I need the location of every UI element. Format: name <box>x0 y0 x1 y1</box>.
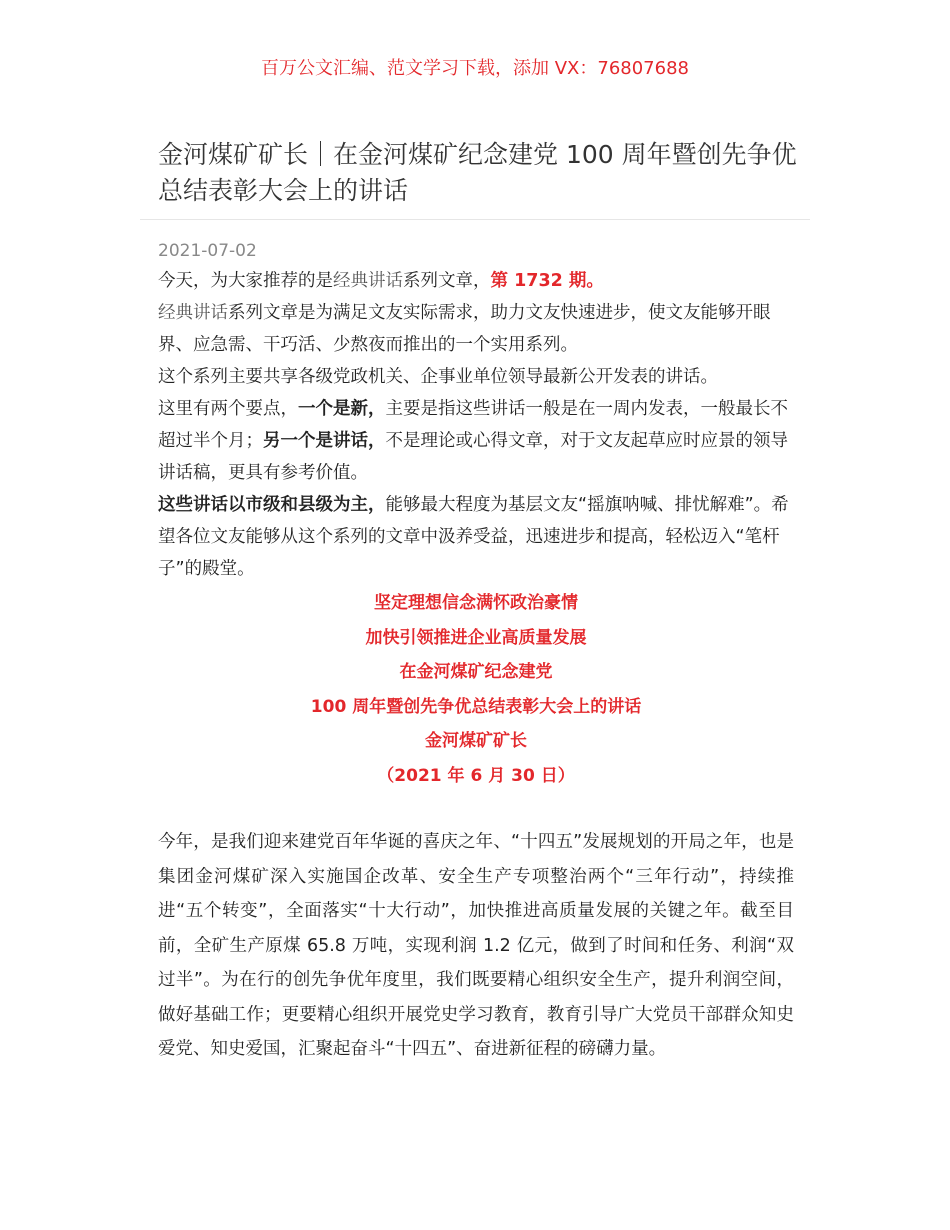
title-divider <box>140 219 810 220</box>
series-name: 经典讲话 <box>333 271 403 291</box>
issue-number: 第 1732 期。 <box>490 271 604 291</box>
intro-paragraph-2 <box>158 297 794 361</box>
speech-heading-line-2: 加快引领推进企业高质量发展 <box>365 627 587 648</box>
promo-banner <box>0 56 950 82</box>
intro-paragraph-1 <box>158 265 794 297</box>
intro-4-mid: 主要是指这些讲话一般是在一周内发表，一般最长不超过半个月； <box>158 399 788 451</box>
intro-5-rest: 能够最大程度为基层文友“摇旗呐喊、排忧解难”。希望各位文友能够从这个系列的文章中汲养受益，迅速进步和提高，轻松迈入“笔杆子”的殿堂。 <box>158 495 789 579</box>
intro-1-pre: 今天，为大家推荐的是 <box>158 271 333 291</box>
intro-4-pre: 这里有两个要点， <box>158 399 298 419</box>
intro-2-rest: 系列文章是为满足文友实际需求，助力文友快速进步，使文友能够开眼界、应急需、干巧活、少熬夜而推出的一个实用系列。 <box>158 303 771 355</box>
article-title: 金河煤矿矿长｜在金河煤矿纪念建党 100 周年暨创先争优总结表彰大会上的讲话 <box>158 140 797 205</box>
intro-1-mid: 系列文章， <box>403 271 491 291</box>
point-two: 另一个是讲话， <box>263 431 386 451</box>
speech-heading <box>158 586 794 793</box>
intro-5-bold: 这些讲话以市级和县级为主， <box>158 495 386 515</box>
speech-body-paragraph-1: 今年，是我们迎来建党百年华诞的喜庆之年、“十四五”发展规划的开局之年，也是集团金河煤矿深入实施国企改革、安全生产专项整治两个“三年行动”，持续推进“五个转变”，全面落实“十大行动”，加快推进高质量发展的关键之年。截至目前，全矿生产原煤 65.8 万吨，实现利润 1.2 亿元，做到了时间和任务、利润“双过半”。为在行的创先争优年度里，我们既要精心组织安全生产，提升利润空间，做好基础工作；更要精心组织开展党史学习教育，教育引导广大党员干部群众知史爱党、知史爱国，汇聚起奋斗“十四五”、奋进新征程的磅礴力量。 <box>158 832 794 1059</box>
speech-heading-line-1: 坚定理想信念满怀政治豪情 <box>374 593 578 613</box>
speech-heading-line-3: 在金河煤矿纪念建党 <box>399 662 553 682</box>
speech-heading-line-4: 100 周年暨创先争优总结表彰大会上的讲话 <box>310 696 642 717</box>
speech-heading-line-6: （2021 年 6 月 30 日） <box>377 765 575 786</box>
promo-banner-text: 百万公文汇编、范文学习下载，添加 VX：76807688 <box>261 58 689 79</box>
intro-paragraph-5 <box>158 489 794 585</box>
intro-paragraph-4 <box>158 393 794 489</box>
intro-paragraph-3: 这个系列主要共享各级党政机关、企事业单位领导最新公开发表的讲话。 <box>158 367 718 387</box>
intro-4-rest: 不是理论或心得文章，对于文友起草应时应景的领导讲话稿，更具有参考价值。 <box>158 431 788 483</box>
series-name-2: 经典讲话 <box>158 303 228 323</box>
publish-date: 2021-07-02 <box>158 241 257 261</box>
intro-section <box>158 265 794 585</box>
speech-heading-line-5: 金河煤矿矿长 <box>425 731 527 751</box>
point-one: 一个是新， <box>298 399 386 419</box>
